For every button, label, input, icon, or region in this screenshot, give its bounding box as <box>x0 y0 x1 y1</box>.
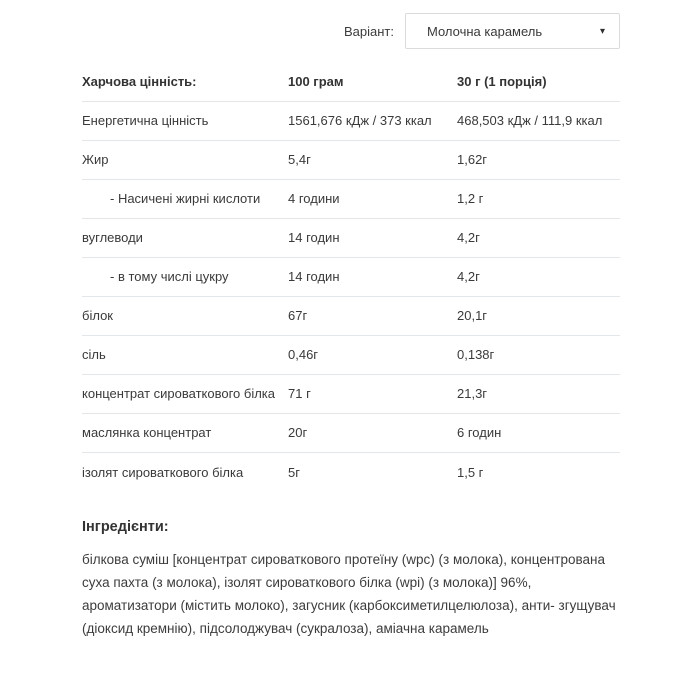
ingredients-text: білкова суміш [концентрат сироваткового протеїну (wpc) (з молока), концентрована суха пахта (з молока), ізолят сироваткового білка (wpi) (з молока)] 96%, ароматизатори (містить молоко), загусник (карбоксиметилцелюлоза), анти- згущувач (діоксид кремнію), підсолоджувач (сукралоза), аміачна карамель <box>82 552 616 636</box>
row-value-100g: 67г <box>288 308 308 323</box>
row-value-100g: 5г <box>288 464 300 480</box>
nutrition-table-body <box>82 102 620 492</box>
table-row <box>82 258 620 297</box>
variant-label: Варіант: <box>344 23 394 39</box>
row-label: білок <box>82 308 113 323</box>
row-value-100g: 5,4г <box>288 152 311 167</box>
table-row <box>82 453 620 492</box>
row-value-serving: 21,3г <box>457 386 488 401</box>
row-value-100g: 0,46г <box>288 347 319 362</box>
table-header-row <box>82 68 620 102</box>
row-value-serving: 20,1г <box>457 308 488 323</box>
row-value-100g: 4 години <box>288 191 340 206</box>
row-value-100g: 14 годин <box>288 269 340 284</box>
row-value-serving: 0,138г <box>457 347 495 362</box>
row-value-serving: 468,503 кДж / 111,9 ккал <box>457 113 603 128</box>
row-value-100g: 1561,676 кДж / 373 ккал <box>288 113 432 128</box>
row-value-100g: 71 г <box>288 386 311 401</box>
row-label: - Насичені жирні кислоти <box>110 191 261 206</box>
row-value-serving: 4,2г <box>457 269 480 284</box>
col-header-nutrition: Харчова цінність: <box>82 74 197 89</box>
row-label: вуглеводи <box>82 230 143 245</box>
variant-row <box>82 13 620 49</box>
row-value-serving: 1,2 г <box>457 191 484 206</box>
nutrition-table <box>82 68 620 492</box>
table-row <box>82 219 620 258</box>
ingredients-section <box>82 519 620 640</box>
row-label: сіль <box>82 347 106 362</box>
ingredients-title: Інгредієнти: <box>82 519 169 535</box>
row-value-100g: 20г <box>288 425 308 440</box>
table-row <box>82 141 620 180</box>
chevron-down-icon: ▾ <box>599 25 605 37</box>
row-value-serving: 6 годин <box>457 425 502 440</box>
row-value-serving: 4,2г <box>457 230 480 245</box>
row-value-100g: 14 годин <box>288 230 340 245</box>
row-label: - в тому числі цукру <box>110 269 229 284</box>
row-label: Жир <box>82 152 109 167</box>
table-row <box>82 336 620 375</box>
row-label: концентрат сироваткового білка <box>82 386 276 401</box>
table-row <box>82 375 620 414</box>
table-row <box>82 414 620 453</box>
variant-select[interactable] <box>405 13 620 49</box>
col-header-100g: 100 грам <box>288 74 344 89</box>
table-row <box>82 297 620 336</box>
row-label: маслянка концентрат <box>82 425 212 440</box>
row-value-serving: 1,62г <box>457 152 488 167</box>
col-header-serving: 30 г (1 порція) <box>457 74 547 89</box>
row-label: ізолят сироваткового білка <box>82 464 244 480</box>
row-label: Енергетична цінність <box>82 113 209 128</box>
table-row <box>82 180 620 219</box>
table-row <box>82 102 620 141</box>
row-value-serving: 1,5 г <box>457 464 484 480</box>
variant-selected-value: Молочна карамель <box>427 23 543 39</box>
